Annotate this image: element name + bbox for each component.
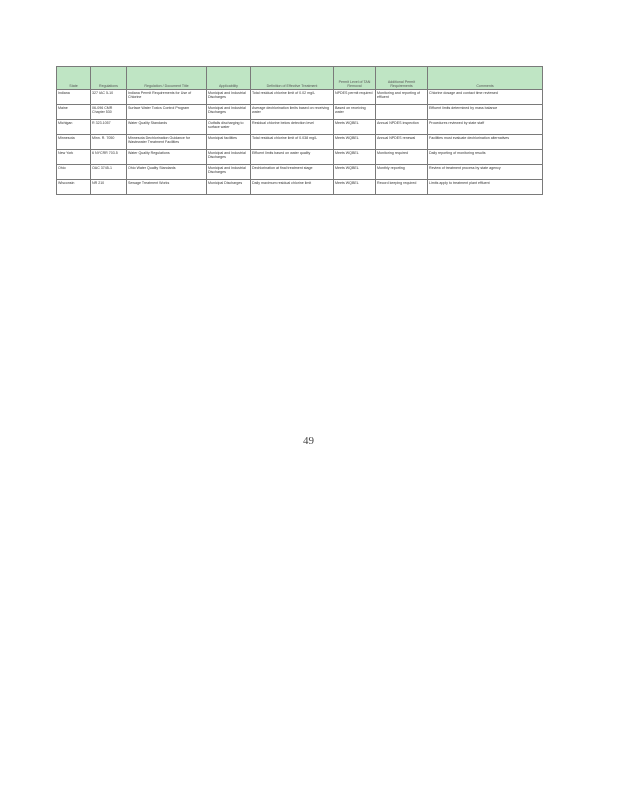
table-cell: Water Quality Regulations — [127, 150, 207, 165]
table-cell: Review of treatment process by state agency — [428, 165, 543, 180]
table-row — [57, 180, 543, 195]
table-cell: Wisconsin — [57, 180, 91, 195]
table-cell: New York — [57, 150, 91, 165]
table-cell: OAC 3745-1 — [91, 165, 127, 180]
table-cell: Meets WQBEL — [334, 120, 376, 135]
table-cell: Michigan — [57, 120, 91, 135]
table-cell: Municipal and Industrial Discharges — [207, 105, 251, 120]
table-cell: Record keeping required — [376, 180, 428, 195]
table-cell: Municipal and Industrial Discharges — [207, 90, 251, 105]
table-cell: Water Quality Standards — [127, 120, 207, 135]
table-cell: Municipal and Industrial Discharges — [207, 150, 251, 165]
table-header — [57, 67, 543, 90]
table-cell: Monitoring required — [376, 150, 428, 165]
column-header: State — [57, 67, 91, 90]
table-cell: Effluent limits determined by mass balance — [428, 105, 543, 120]
table-row — [57, 90, 543, 105]
table-cell: Average dechlorination limits based on receiving water — [251, 105, 334, 120]
table-cell: Indiana Permit Requirements for Use of Chlorine — [127, 90, 207, 105]
table-cell: Monitoring and reporting of effluent — [376, 90, 428, 105]
table-cell: Total residual chlorine limit of 0.038 mg/L — [251, 135, 334, 150]
regulations-table — [56, 66, 543, 195]
table-cell: Annual NPDES inspection — [376, 120, 428, 135]
column-header: Definition of Effective Treatment — [251, 67, 334, 90]
table-cell — [376, 105, 428, 120]
table-cell: Daily maximum residual chlorine limit — [251, 180, 334, 195]
table-cell: NR 210 — [91, 180, 127, 195]
table-row — [57, 150, 543, 165]
column-header: Regulation / Document Title — [127, 67, 207, 90]
table-cell: Meets WQBEL — [334, 135, 376, 150]
table-cell: Surface Water Toxics Control Program — [127, 105, 207, 120]
table-cell: Daily reporting of monitoring results — [428, 150, 543, 165]
table-cell: R 323.1057 — [91, 120, 127, 135]
table-cell: Residual chlorine below detection level — [251, 120, 334, 135]
table-cell: Indiana — [57, 90, 91, 105]
table-cell: Limits apply to treatment plant effluent — [428, 180, 543, 195]
table-cell: Municipal facilities — [207, 135, 251, 150]
table-cell: Meets WQBEL — [334, 150, 376, 165]
page-number: 49 — [303, 435, 314, 447]
table-row — [57, 120, 543, 135]
table-cell: Effluent limits based on water quality — [251, 150, 334, 165]
table-cell: Total residual chlorine limit of 0.02 mg/L — [251, 90, 334, 105]
table-body — [57, 90, 543, 195]
table-cell: Dechlorination at final treatment stage — [251, 165, 334, 180]
table-row — [57, 105, 543, 120]
table-cell: Annual NPDES renewal — [376, 135, 428, 150]
table-row — [57, 165, 543, 180]
table-cell: NPDES permit required — [334, 90, 376, 105]
table-cell: 6 NYCRR 703.5 — [91, 150, 127, 165]
column-header: Comments — [428, 67, 543, 90]
table-cell: Meets WQBEL — [334, 165, 376, 180]
column-header: Regulations — [91, 67, 127, 90]
table-cell: Based on receiving water — [334, 105, 376, 120]
table-cell: Sewage Treatment Works — [127, 180, 207, 195]
table-cell: Minn. R. 7050 — [91, 135, 127, 150]
table-cell: Maine — [57, 105, 91, 120]
table-cell: Outfalls discharging to surface water — [207, 120, 251, 135]
column-header: Permit Level of TAN Removal — [334, 67, 376, 90]
table-cell: Ohio — [57, 165, 91, 180]
table-cell: Chlorine dosage and contact time reviewed — [428, 90, 543, 105]
table-cell: Monthly reporting — [376, 165, 428, 180]
table-cell: Minnesota — [57, 135, 91, 150]
table-cell: Municipal Discharges — [207, 180, 251, 195]
table-row — [57, 135, 543, 150]
table-cell: 327 IAC 5-10 — [91, 90, 127, 105]
table-cell: Procedures reviewed by state staff — [428, 120, 543, 135]
column-header: Additional Permit Requirements — [376, 67, 428, 90]
table-cell: 06-096 CMR Chapter 530 — [91, 105, 127, 120]
regulations-table-container — [56, 66, 542, 195]
table-cell: Facilities must evaluate dechlorination alternatives — [428, 135, 543, 150]
table-cell: Municipal and Industrial Discharges — [207, 165, 251, 180]
table-cell: Minnesota Dechlorination Guidance for Wastewater Treatment Facilities — [127, 135, 207, 150]
table-cell: Meets WQBEL — [334, 180, 376, 195]
table-cell: Ohio Water Quality Standards — [127, 165, 207, 180]
column-header: Applicability — [207, 67, 251, 90]
header-row — [57, 67, 543, 90]
